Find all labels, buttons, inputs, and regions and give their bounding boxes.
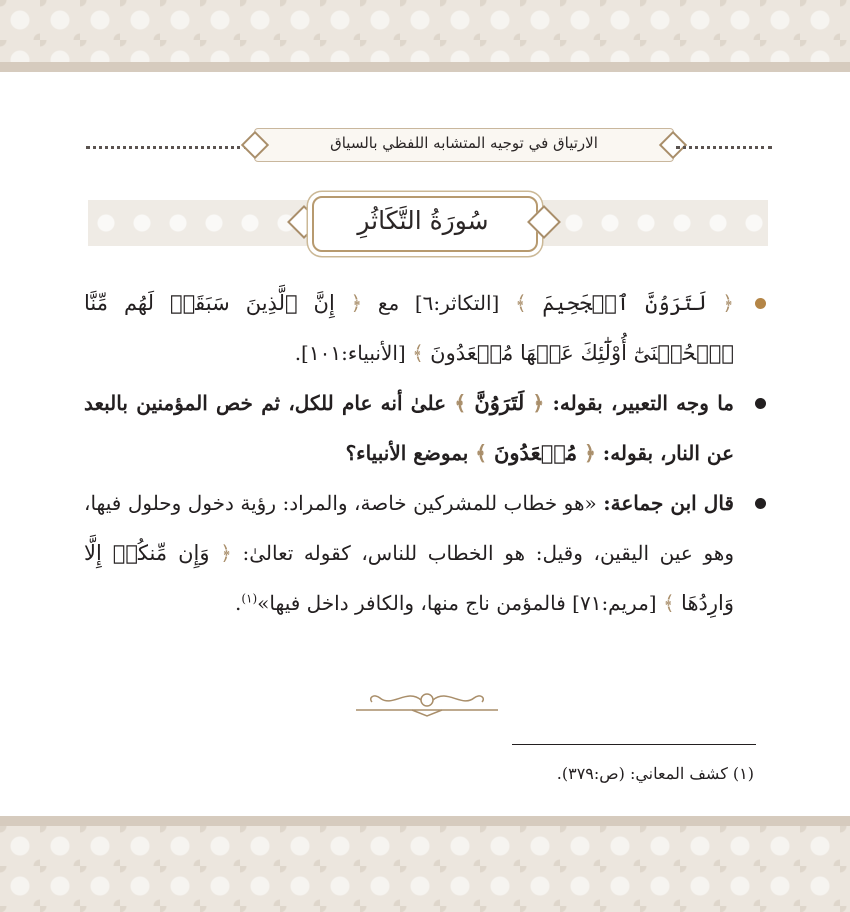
verse-reference: [الأنبياء:١٠١]. [294,341,406,365]
quran-bracket-close: ﴾ [454,391,467,415]
bullet-icon [755,298,766,309]
list-item [84,278,770,378]
top-fringe-ornament [0,62,850,76]
quran-bracket-open: ﴿ [220,541,232,565]
ornamental-divider-icon [352,686,502,718]
quran-word: لَتَرَوُنَّ [474,390,525,415]
footnote-marker: (١) [241,591,258,606]
author-lead: قال ابن جماعة: [603,491,734,515]
quran-verse: لَتَرَوُنَّ ٱلۡجَحِيمَ [542,291,707,315]
header-dotted-rule-right [676,146,772,149]
quran-bracket-close: ﴾ [662,591,675,615]
quran-bracket-close: ﴾ [475,441,488,465]
quran-bracket-close: ﴾ [515,291,527,315]
quran-word: مُبۡعَدُونَ [493,440,578,465]
header-dotted-rule-left [86,146,248,149]
header-cartouche [254,128,674,162]
question-text: بموضع الأنبياء؟ [345,441,469,465]
quran-bracket-open: ﴿ [532,391,545,415]
quran-bracket-open: ﴿ [722,291,734,315]
verse-reference: [التكاثر:٦] مع [362,291,500,315]
bottom-fringe-ornament [0,812,850,826]
question-text: علىٰ أنه عام للكل، ثم خص المؤمنين بالبعد عن النار، بقوله: [84,391,734,465]
list-item [84,378,770,478]
surah-title-frame [290,188,558,258]
footnote: (١) كشف المعاني: (ص:٣٧٩). [556,764,754,783]
running-title: الارتياق في توجيه المتشابه اللفظي بالسياق [330,134,598,152]
bullet-icon [755,498,766,509]
quran-bracket-open: ﴿ [350,291,363,315]
quran-bracket-close: ﴾ [412,341,424,365]
quran-bracket-open: ﴿ [584,441,596,465]
footnote-separator [512,744,756,745]
list-item [84,478,770,628]
bottom-decorative-band [0,826,850,912]
quote-text: [مريم:٧١] فالمؤمن ناج منها، والكافر داخل فيها» [257,591,657,615]
quote-text: «هو خطاب للمشركين خاصة، والمراد: رؤية دخول وحلول فيها، وهو عين اليقين، وقيل: هو الخطاب للناس، كقوله تعالىٰ: [84,491,735,565]
bullet-icon [755,398,766,409]
running-header [86,128,772,162]
question-text: ما وجه التعبير، بقوله: [544,391,734,415]
quran-verse: وَإِن مِّنكُمۡ إِلَّا وَارِدُهَا [84,541,734,615]
quran-verse: إِنَّ ٱلَّذِينَ سَبَقَتۡ لَهُم مِّنَّا ٱلۡحُسۡنَىٰٓ أُوْلَٰٓئِكَ عَنۡهَا مُبۡعَدُونَ [84,291,734,365]
quote-end: . [234,591,242,615]
main-text [84,278,770,628]
top-decorative-band [0,0,850,62]
surah-title: سُورَةُ التَّكَاثُرِ [357,206,489,235]
